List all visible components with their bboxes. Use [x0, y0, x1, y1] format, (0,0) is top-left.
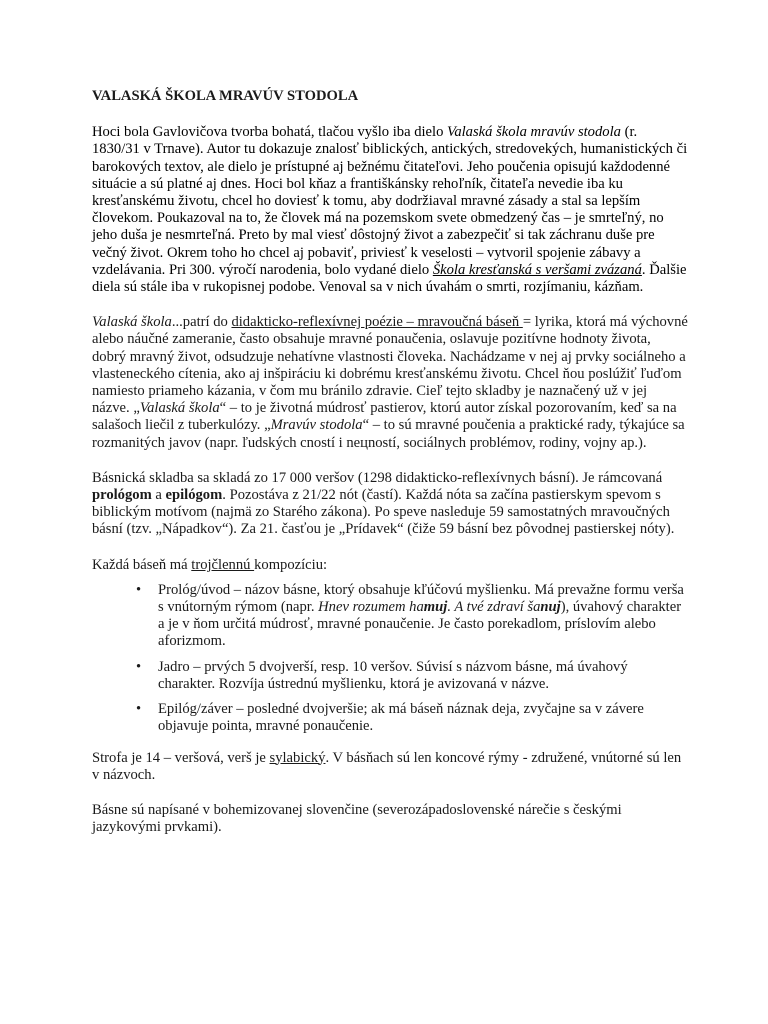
work-title: Mravúv stodola: [270, 417, 363, 434]
text: Básnická skladba sa skladá zo 17 000 veršov (1298 didakticko-reflexívnych básní). Je rámcovaná: [92, 469, 663, 486]
rhyme: nuj: [540, 599, 561, 616]
text: kompozíciu:: [254, 556, 328, 573]
text: Jadro – prvých 5 dvojverší, resp. 10 veršov. Súvisí s názvom básne, má úvahový charakter. Rozvíja ústrednú myšlienku, ktorá je avizovaná v názve.: [158, 658, 628, 692]
text: Každá báseň má: [92, 556, 192, 573]
example-verse: . A tvé zdraví ša: [447, 599, 541, 616]
text: Strofa je 14 – veršová, verš je: [92, 749, 270, 766]
paragraph-language: Básne sú napísané v bohemizovanej slovenčine (severozápadoslovenské nárečie s českými jazykovými prvkami).: [92, 801, 622, 836]
text: Hoci bola Gavlovičova tvorba bohatá, tlačou vyšlo iba dielo: [92, 124, 448, 141]
term-syllabic: sylabický: [269, 749, 326, 766]
bullet-icon: •: [136, 701, 142, 718]
text: Epilóg/záver – posledné dvojveršie; ak má báseň náznak deja, zvyčajne sa v závere objavuje pointa, mravné ponaučenie.: [158, 701, 644, 735]
list-item: [136, 658, 688, 693]
rhyme: muj: [423, 599, 448, 616]
text: Prológ/úvod – názov básne, ktorý obsahuje kľúčovú myšlienku. Má prevažne formu verša s vnútorným rýmom (napr.: [158, 581, 684, 616]
paragraph-genre: [92, 314, 688, 452]
work-title: Valaská škola: [92, 314, 172, 331]
text: “ – to je životná múdrosť pastierov, ktorú autor získal pozorovaním, keď sa na salašoch liečil z tuberkulózy. „: [92, 400, 677, 434]
text: “ – to sú mravné poučenia a praktické rady, týkajúce sa rozmanitých javov (napr. ľudských cností i nецností, sociálnych problémov, rodiny, vojny ap.).: [92, 417, 685, 451]
paragraph-structure: [92, 470, 688, 539]
work-title: Valaská škola: [139, 400, 220, 417]
composition-list: [92, 582, 688, 736]
text: . V básňach sú len koncové rýmy - združené, vnútorné sú len v názvoch.: [92, 749, 682, 783]
work-title: Valaská škola mravúv stodola: [447, 124, 621, 141]
bullet-icon: •: [136, 581, 142, 598]
term-prolog: prológom: [92, 487, 152, 504]
list-item: [136, 581, 688, 651]
work-title: Škola kresťanská s veršami zvázaná: [432, 261, 642, 278]
paragraph-stanza: [92, 750, 688, 784]
list-item: [136, 701, 688, 735]
document-page: [92, 88, 688, 854]
text: ), úvahový charakter a je v ňom určitá múdrosť, mravné ponaučenie. Je často porekadlom, príslovím alebo aforizmom.: [158, 599, 682, 650]
bullet-icon: •: [136, 658, 142, 675]
paragraph-intro: [92, 124, 688, 296]
genre-term: didakticko-reflexívnej poézie – mravoučná báseň: [231, 314, 523, 331]
text: . Pozostáva z 21/22 nót (častí). Každá nóta sa začína pastierskym spevom s biblickým motívom (najmä zo Starého zákona). Po speve nasleduje 59 samostatných mravoučných básní (tzv. „Nápadkov“). Za 21. časťou je „Prídavek“ (čiže 59 básní bez pôvodnej pastierskej nóty).: [92, 487, 675, 538]
example-verse: Hnev rozumem ha: [318, 599, 424, 616]
text: = lyrika, ktorá má výchovné alebo náučné zameranie, často obsahuje mravné ponaučenia, oslavuje pozitívne hodnoty života, dobrý mravný život, odsudzuje nehatívne vlastnosti človeka. Nachádzame v nej aj prvky sociálneho a vlasteneckého cítenia, ako aj inšpiráciu ki dobrému kresťanskému životu. Chcel ňou poslúžiť ľuďom namiesto priameho kázania, v čom mu bránilo zdravie. Cieľ tejto skladby je naznačený už v jej názve. „: [92, 314, 688, 417]
text: (r. 1830/31 v Trnave). Autor tu dokazuje znalosť biblických, antických, stredovekých, humanistických či barokových textov, ale dielo je prístupné aj bežnému čitateľovi. Jeho poučenia opisujú každodenné situácie a sú platné aj dnes. Hoci bol kňaz a františkánsky rehoľník, čitateľa nevedie iba ku kresťanskému životu, chcel ho doviesť k tomu, aby dodržiaval mravné zásady a stal sa lepším človekom. Poukazoval na to, že človek má na pozemskom svete obmedzený čas – je smrteľný, no jeho duša je nesmrteľná. Preto by mal viesť dôstojný život a zabezpečiť si tak záchranu duše pre večný život. Okrem toho ho chcel aj pobaviť, priviesť k veselosti – vytvoril spojenie zábavy a vzdelávania. Pri 300. výročí narodenia, bolo vydané dielo: [92, 124, 688, 278]
term-three-part: trojčlennú: [191, 556, 255, 573]
term-epilog: epilógom: [165, 487, 223, 504]
paragraph-composition: [92, 557, 688, 574]
text: . Ďalšie diela sú stále iba v rukopisnej podobe. Venoval sa v nich úvahám o smrti, rozjímaniu, kázňam.: [92, 261, 687, 296]
text: ...patrí do: [171, 314, 232, 331]
page-title: VALASKÁ ŠKOLA MRAVÚV STODOLA: [92, 88, 359, 104]
text: a: [151, 487, 166, 504]
